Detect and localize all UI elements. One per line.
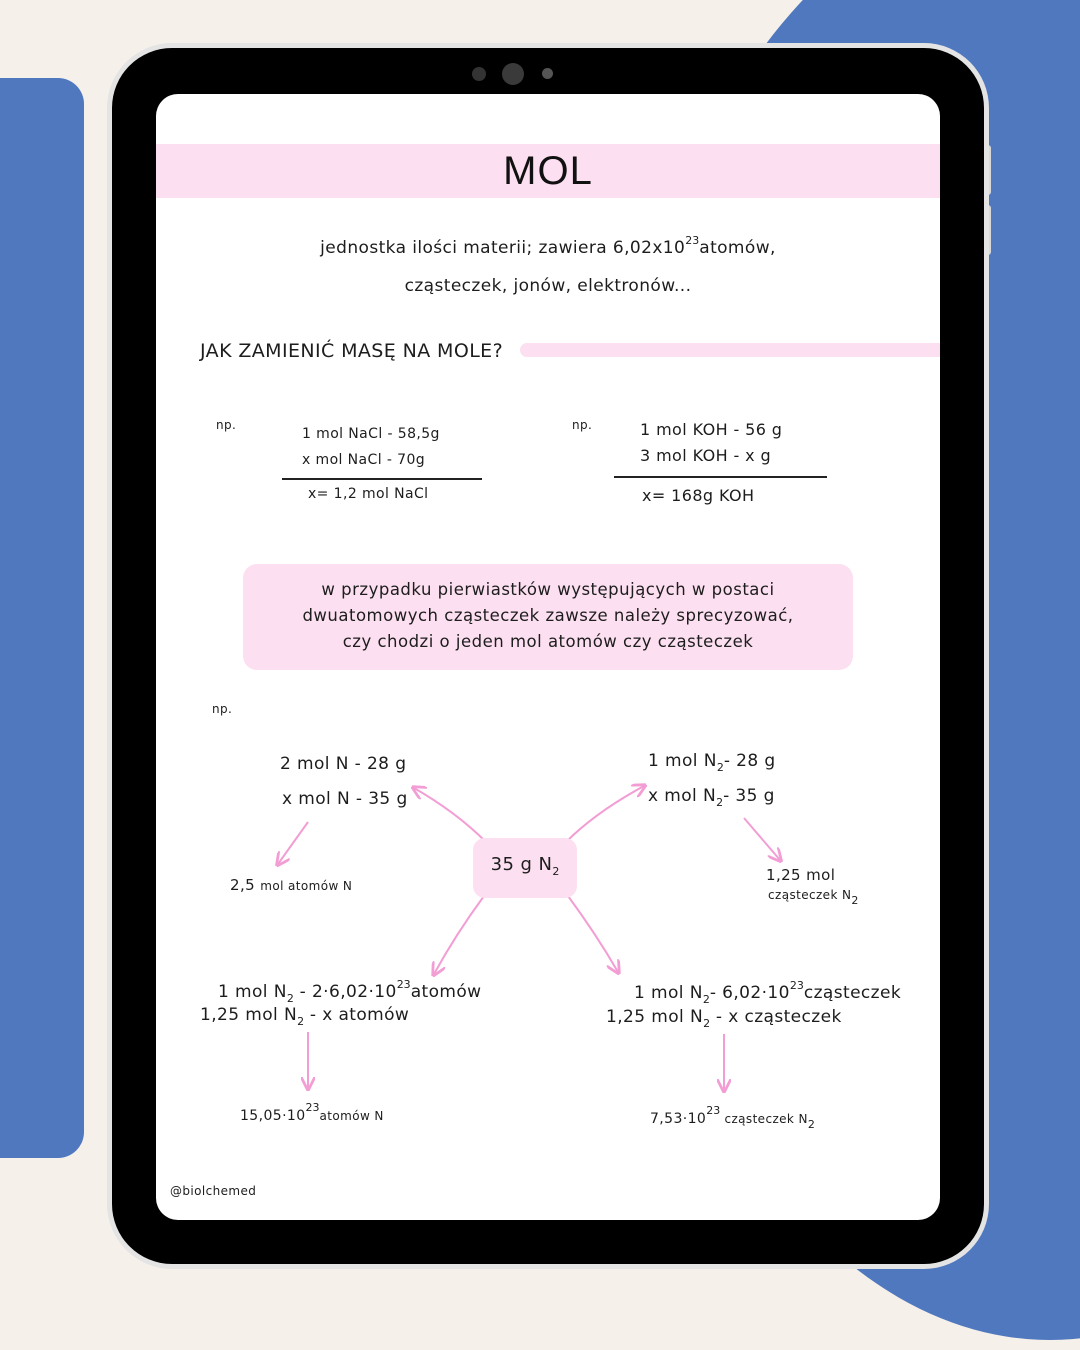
top-right-result-line1: 1,25 mol — [766, 866, 836, 884]
arrows-diagram — [156, 94, 940, 1220]
top-left-result: 2,5 mol atomów N — [230, 876, 353, 894]
bottom-right-result: $7,53\cdot 10^{23}$ cząsteczek $N_2$ — [650, 1104, 815, 1131]
example2-row1: 1 mol KOH - 56 g — [640, 420, 783, 439]
example2-row2: 3 mol KOH - x g — [640, 446, 772, 465]
sensor-dot — [472, 67, 486, 81]
top-left-row1: 2 mol N - 28 g — [280, 754, 407, 774]
camera-icon — [502, 63, 524, 85]
bottom-right-row2: 1,25 mol $N_2$ - x cząsteczek — [606, 1007, 842, 1030]
arrow-center-to-top-left — [414, 788, 486, 842]
bottom-left-row1: 1 mol $N_2$ - $2\cdot 6,02\cdot 10^{23}atomów$ — [218, 978, 482, 1005]
top-right-row2: x mol $N_2-$ 35 g — [648, 786, 775, 809]
top-left-row2: x mol N - 35 g — [282, 789, 408, 809]
example2-result: x= 168g KOH — [642, 486, 755, 505]
example-label-2: np. — [572, 418, 593, 432]
tablet-screen — [156, 94, 940, 1220]
tablet-volume-up-button — [985, 145, 991, 195]
arrow-center-to-bottom-left — [434, 896, 484, 974]
light-sensor-dot — [542, 68, 553, 79]
definition-line-2: cząsteczek, jonów, elektronów... — [404, 276, 692, 296]
note-line-3: czy chodzi o jeden mol atomów czy cząsteczek — [342, 632, 754, 651]
definition-line-1: jednostka ilości materii; zawiera $6,02x10^{23}atomów$, — [320, 234, 776, 258]
page-title: MOL — [503, 149, 593, 193]
top-right-result-line2: cząsteczek N2 — [768, 888, 859, 907]
example1-result: x= 1,2 mol NaCl — [308, 486, 429, 502]
arrow-top-right-result — [744, 818, 780, 860]
example1-row2: x mol NaCl - 70g — [302, 452, 426, 468]
note-line-2: dwuatomowych cząsteczek zawsze należy sprecyzować, — [302, 606, 794, 625]
top-right-row1: 1 mol $N_2-$ 28 g — [648, 751, 776, 774]
tablet-volume-down-button — [985, 205, 991, 255]
arrow-top-left-result — [278, 822, 308, 864]
decorative-blob-left — [0, 78, 84, 1158]
arrow-center-to-top-right — [566, 786, 644, 842]
arrow-center-to-bottom-right — [568, 896, 618, 972]
bottom-right-row1: 1 mol $N_2-$ $6,02\cdot 10^{23}cząsteczek$ — [634, 979, 902, 1006]
center-label: 35 g $N_2$ — [490, 854, 560, 878]
example1-row1: 1 mol NaCl - 58,5g — [302, 426, 440, 442]
note-line-1: w przypadku pierwiastków występujących w postaci — [321, 580, 775, 599]
bottom-left-result: $15,05\cdot 10^{23}atomów$ N — [240, 1101, 384, 1124]
footer-handle: @biolchemed — [170, 1184, 257, 1198]
section-question: JAK ZAMIENIĆ MASĘ NA MOLE? — [200, 340, 504, 362]
example-label-1: np. — [216, 418, 237, 432]
bottom-left-row2: 1,25 mol $N_2$ - x atomów — [200, 1005, 410, 1028]
example-label-3: np. — [212, 702, 233, 716]
